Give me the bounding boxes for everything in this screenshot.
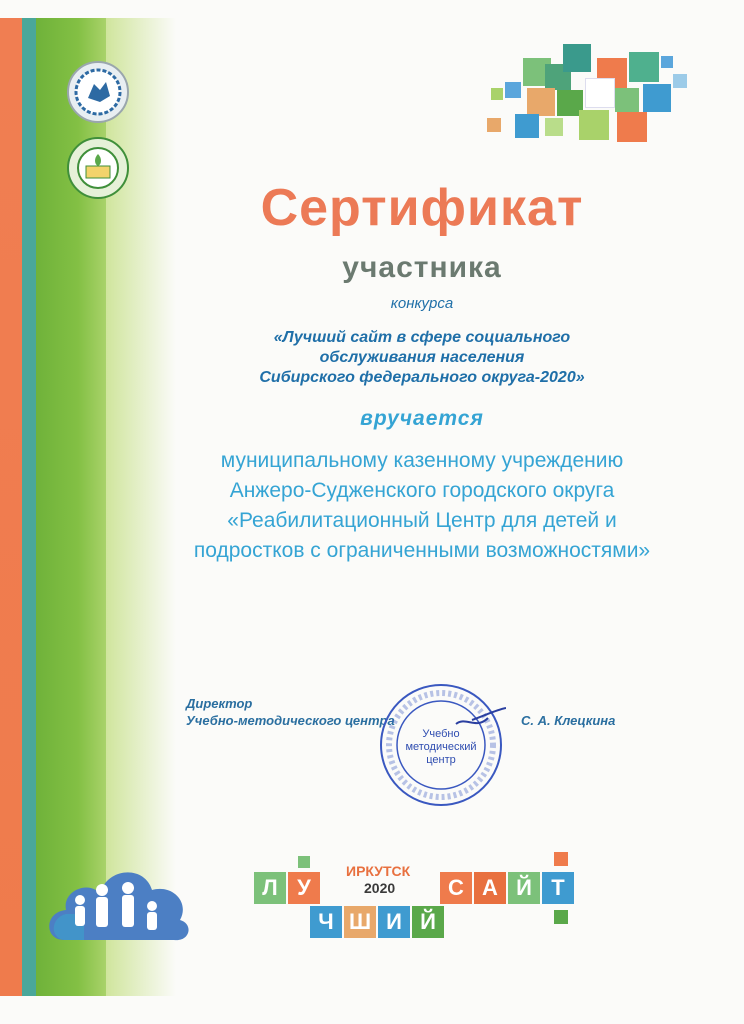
stamp-center-text [376, 728, 506, 767]
logo-decor-square [554, 852, 568, 866]
family-cloud-icon [44, 850, 194, 945]
logo-letter: Ч [310, 906, 342, 938]
logo-decor-square [298, 856, 310, 868]
stamp-line: методический [405, 741, 477, 753]
best-site-logo [254, 850, 574, 940]
recipient-line: подростков с ограниченными возможностями» [193, 539, 651, 562]
contest-label: конкурса [390, 295, 454, 312]
logo-decor-square [554, 910, 568, 924]
contest-name-line: «Лучший сайт в сфере социального [273, 329, 571, 346]
signer-name: С. А. Клецкина [521, 713, 616, 728]
logo-letter: Й [412, 906, 444, 938]
logo-city: ИРКУТСК [346, 863, 411, 879]
certificate-title: Сертификат [260, 179, 584, 237]
recipient-line: муниципальному казенному учреждению [220, 449, 624, 472]
left-band-teal [22, 18, 36, 996]
stamp-icon [376, 680, 506, 810]
region-seal-icon [66, 60, 130, 124]
recipient-line: «Реабилитационный Центр для детей и [227, 509, 617, 532]
logo-letter: Ш [344, 906, 376, 938]
logo-letter: С [440, 872, 472, 904]
decorative-mosaic [487, 44, 687, 149]
contest-name-line: обслуживания населения [319, 349, 525, 366]
recipient-line: Анжеро-Судженского городского округа [229, 479, 615, 502]
logo-year: 2020 [364, 880, 396, 896]
stamp-line: центр [426, 754, 456, 766]
logo-letter: У [288, 872, 320, 904]
logo-letter: И [378, 906, 410, 938]
logo-letter: Л [254, 872, 286, 904]
contest-name [100, 328, 744, 388]
signer-organization: Учебно-методического центра [186, 713, 395, 728]
logo-letter: Т [542, 872, 574, 904]
left-band-orange [0, 18, 22, 996]
awarded-label: вручается [360, 407, 484, 430]
certificate-subtitle: участника [342, 251, 502, 284]
logo-letter: А [474, 872, 506, 904]
logo-letter: Й [508, 872, 540, 904]
recipient [100, 446, 744, 566]
signer-role: Директор [186, 696, 253, 711]
stamp-line: Учебно [422, 728, 460, 740]
contest-name-line: Сибирского федерального округа-2020» [259, 369, 585, 386]
